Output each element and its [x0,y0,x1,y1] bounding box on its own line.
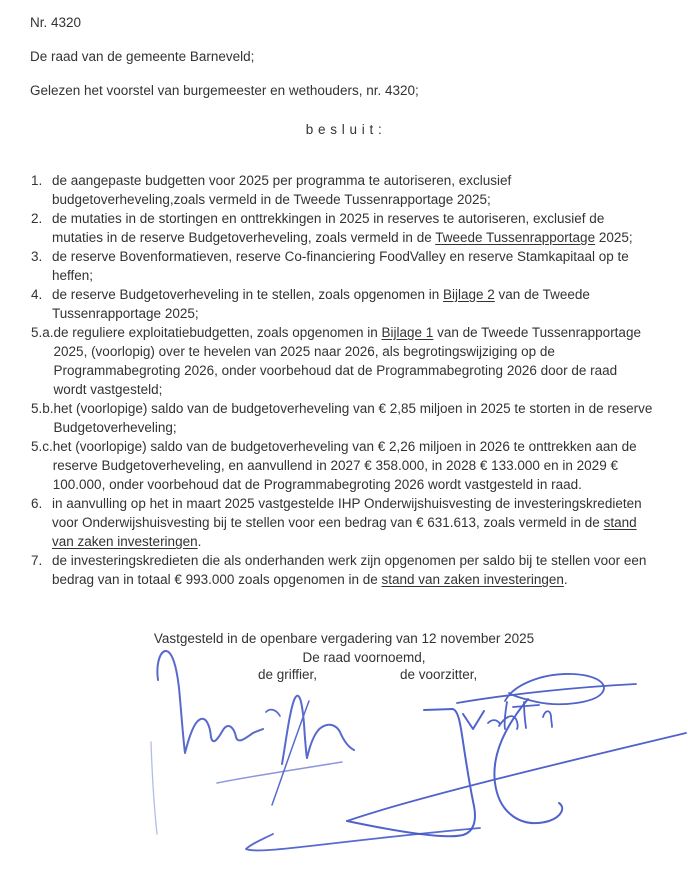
document-link[interactable]: stand van zaken investeringen [52,515,637,549]
decision-item [31,247,656,285]
decision-item-text [52,171,652,209]
document-link[interactable]: Tweede Tussenrapportage [435,230,596,245]
decision-item-text [53,437,653,494]
decision-item [31,209,656,247]
decision-item-text [52,285,652,323]
doc-number: Nr. 4320 [30,15,82,30]
decision-item-marker: 5.b. [31,401,54,416]
decision-item-text [52,209,652,247]
decision-heading: b e s l u i t : [305,122,383,137]
decision-item-marker: 1. [31,173,43,188]
decision-item-marker: 5.a. [31,325,54,340]
decision-item-text [54,323,654,399]
decision-item [31,437,656,494]
decision-item [31,551,656,589]
chair-signature [347,674,686,836]
text-segment: de reguliere exploitatiebudgetten, zoals opgenomen in [53,325,382,340]
text-segment: 2025; [595,230,633,245]
decision-item-marker: 7. [31,553,43,568]
text-segment: de investeringskredieten die als onderhanden werk zijn opgenomen per saldo bij te stellen voor een bedrag van in totaal € 993.000 zoals opgenomen in de [52,553,647,587]
decision-list [31,171,656,589]
salutation-line: De raad van de gemeente Barneveld; [30,49,255,64]
text-segment: . [197,534,202,549]
decision-item-text [52,247,652,285]
text-segment: de reserve Budgetoverheveling in te stellen, zoals opgenomen in [52,287,443,302]
closing-block [0,629,688,682]
text-segment: van de Tweede Tussenrapportage 2025; [52,287,590,321]
adoption-line: Vastgesteld in de openbare vergadering van 12 november 2025 [153,631,535,646]
preamble-line: Gelezen het voorstel van burgemeester en wethouders, nr. 4320; [30,83,419,98]
decision-item-marker: 5.c. [31,439,53,454]
text-segment: de mutaties in de stortingen en onttrekkingen in 2025 in reserves te autoriseren, exclusief de mutaties in de reserve Budgetoverheveling, zoals vermeld in de [52,211,605,245]
text-segment: van de Tweede Tussenrapportage 2025, (voorlopig) over te hevelen van 2025 naar 2026, als begrotingswijziging op de Programmabegroting 2026, onder voorbehoud dat de Programmabegroting 2026 door de raad wordt vastgesteld; [53,325,641,397]
document-link[interactable]: Bijlage 2 [443,287,495,302]
text-segment: in aanvulling op het in maart 2025 vastgestelde IHP Onderwijshuisvesting de investeringskredieten voor Onderwijshuisvesting bij te stellen voor een bedrag van € 631.613, zoals vermeld in de [52,496,642,530]
decision-item-marker: 6. [31,496,43,511]
text-segment: . [563,572,568,587]
decision-item-text [54,399,654,437]
decision-item-marker: 3. [31,249,43,264]
text-segment: de aangepaste budgetten voor 2025 per programma te autoriseren, exclusief budgetoverheveling,zoals vermeld in de Tweede Tussenrapportage 2025; [52,173,512,207]
document-link[interactable]: stand van zaken investeringen [381,572,564,587]
chair-label: de voorzitter, [400,667,478,682]
decision-item-text [52,551,652,589]
text-segment: het (voorlopige) saldo van de budgetoverheveling van € 2,26 miljoen in 2026 te onttrekken aan de reserve Budgetoverheveling, en aanvullend in 2027 € 358.000, in 2028 € 133.000 en in 2029 € 100.000, onder voorbehoud dat de Programmabegroting 2026 wordt vastgesteld in raad. [52,439,637,492]
decision-item [31,285,656,323]
decision-item [31,323,656,399]
decision-item [31,494,656,551]
text-segment: het (voorlopige) saldo van de budgetoverheveling van € 2,85 miljoen in 2025 te storten in de reserve Budgetoverheveling; [53,401,653,435]
council-line: De raad voornoemd, [302,650,426,665]
decision-item [31,171,656,209]
decision-item-marker: 2. [31,211,43,226]
decision-item-text [52,494,652,551]
clerk-label: de griffier, [258,667,318,682]
text-segment: de reserve Bovenformatieven, reserve Co-financiering FoodValley en reserve Stamkapitaal op te heffen; [52,249,629,283]
decision-item-marker: 4. [31,287,43,302]
decision-item [31,399,656,437]
document-link[interactable]: Bijlage 1 [381,325,434,340]
